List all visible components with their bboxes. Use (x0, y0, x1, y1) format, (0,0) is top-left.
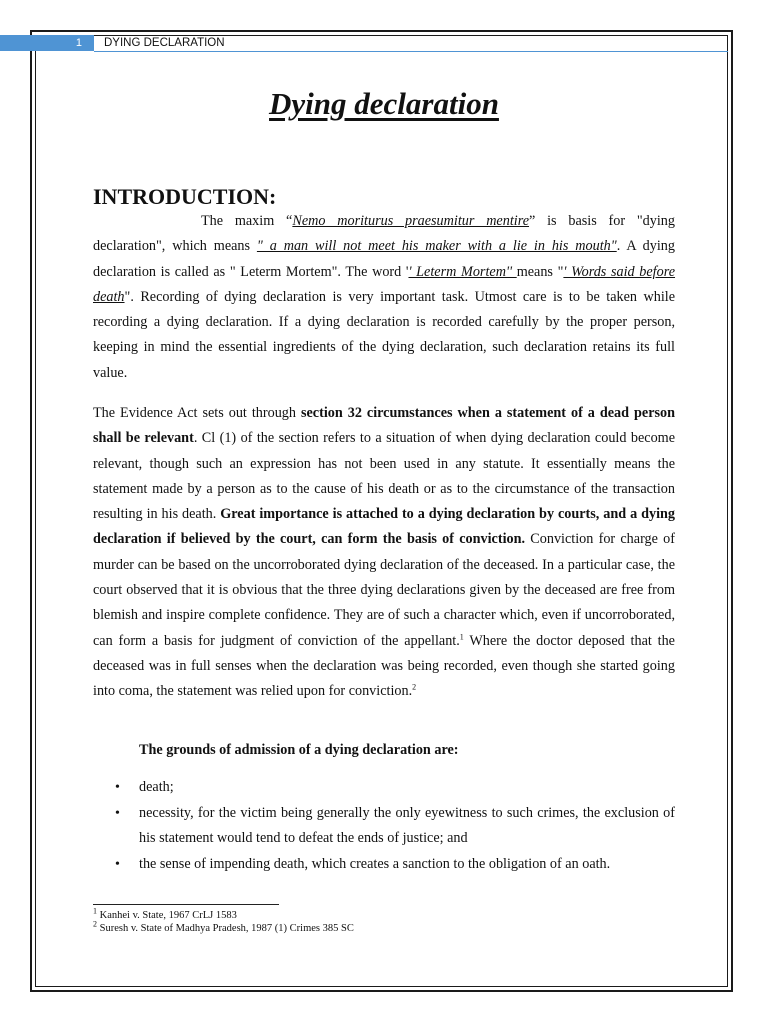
ground-item: death; (139, 779, 174, 795)
section-heading: INTRODUCTION: (93, 184, 277, 209)
bullet-marker: • (115, 806, 120, 821)
para2-bold-b: Great importance is attached to a dying declaration by courts, and a dying declaration if believed by the court, can form the basis of conviction. (93, 506, 675, 548)
page-number-tab: 1 (0, 35, 94, 51)
footnote-separator (93, 904, 279, 905)
ground-item: necessity, for the victim being generally the only eyewitness to such crimes, the exclusion of his statement would tend to defeat the ends of justice; and (139, 805, 675, 847)
para2-bold-a: section 32 circumstances when a statement of a dead person shall be relevant (93, 405, 675, 447)
footnote-text: Suresh v. State of Madhya Pradesh, 1987 (1) Crimes 385 SC (97, 923, 354, 934)
header-rule (94, 51, 728, 52)
evidence-act-paragraph (93, 401, 675, 705)
para2-text-d: Where the doctor deposed that the deceased was in full senses when the declaration was being recorded, even though she started going into coma, the statement was relied upon for conviction. (93, 632, 675, 700)
intro-text-e: ". Recording of dying declaration is very important task. Utmost care is to be taken while recording a dying declaration. If a dying declaration is recorded carefully by the proper person, keeping in mind the essential ingredients of the dying declaration, such declaration retains its full value. (93, 288, 675, 381)
para2-text-c: Conviction for charge of murder can be based on the uncorroborated dying declaration of the deceased. In a particular case, the court observed that it is obvious that the three dying declarations given by the deceased are free from blemish and inspire complete confidence. They are of such a character which, even if uncorroborated, can form a basis for judgment of conviction of the appellant. (93, 531, 675, 649)
intro-text-a: The maxim “ (201, 213, 293, 229)
running-header-title: DYING DECLARATION (104, 37, 225, 49)
footnote-mark: 1 (93, 906, 97, 916)
maxim-meaning: " a man will not meet his maker with a lie in his mouth" (256, 238, 617, 255)
term-leterm-mortem: ' Leterm Mortem'' (408, 263, 517, 280)
bullet-marker: • (115, 780, 120, 795)
document-title: Dying declaration (269, 86, 499, 121)
intro-text-b: ” is basis for "dying declaration", which means (93, 213, 675, 255)
intro-text-c: . A dying declaration is called as " Leterm Mortem". The word ' (93, 238, 675, 280)
para2-text-b: . Cl (1) of the section refers to a situation of when dying declaration could become relevant, though such an expression has not been used in any statute. It essentially means the statement made by a person as to the cause of his death or as to the circumstance of the transaction resulting in his death. (93, 430, 675, 523)
ground-item: the sense of impending death, which creates a sanction to the obligation of an oath. (139, 856, 611, 872)
footnote-ref-2[interactable]: 2 (412, 682, 417, 692)
term-meaning: ' Words said before death (93, 263, 676, 305)
intro-paragraph (93, 209, 675, 386)
footnote-1 (93, 906, 237, 922)
footnote-mark: 2 (93, 919, 97, 929)
intro-text-d: means " (516, 263, 564, 280)
maxim-text: Nemo moriturus praesumitur mentire (292, 213, 530, 229)
grounds-heading: The grounds of admission of a dying declaration are: (139, 742, 459, 758)
footnote-text: Kanhei v. State, 1967 CrLJ 1583 (97, 910, 237, 921)
footnote-ref-1[interactable]: 1 (459, 631, 464, 641)
para2-text-a: The Evidence Act sets out through (93, 405, 301, 421)
footnote-2 (93, 919, 354, 935)
bullet-marker: • (115, 857, 120, 872)
